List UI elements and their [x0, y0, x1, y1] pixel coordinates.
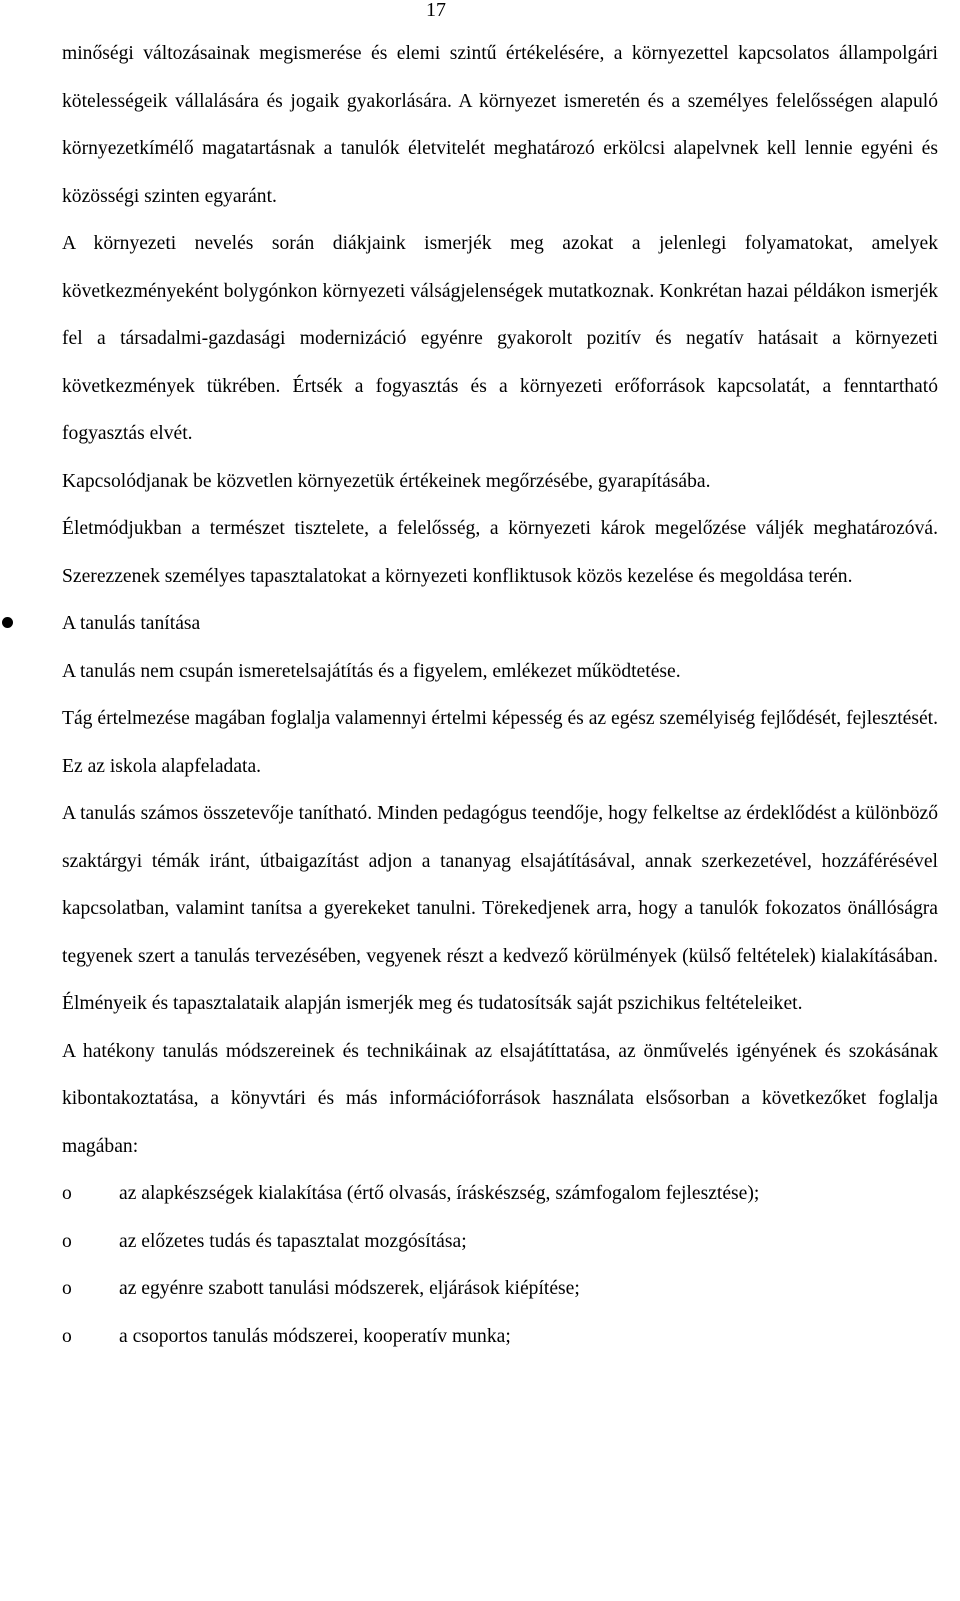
list-item: [62, 1218, 938, 1266]
list-item-text: az alapkészségek kialakítása (értő olvasás, íráskészség, számfogalom fejlesztése);: [119, 1183, 760, 1204]
list-marker-icon: o: [62, 1278, 72, 1299]
list-marker-icon: o: [62, 1183, 72, 1204]
paragraph-environment-intro: minőségi változásainak megismerése és elemi szintű értékelésére, a környezettel kapcsolatos állampolgári kötelességeik vállalására és jogaik gyakorlására. A környezet ismeretén és a személyes felelősségen alapuló környezetkímélő magatartásnak a tanulók életvitelét meghatározó erkölcsi alapelvnek kell lennie egyéni és közösségi szinten egyaránt.: [62, 43, 938, 207]
section-heading-learning: [62, 600, 938, 648]
list-marker-icon: o: [62, 1325, 72, 1347]
list-marker-icon: o: [62, 1230, 72, 1252]
list-item: [62, 1265, 938, 1313]
document-body: [62, 30, 938, 1360]
paragraph-learning-definition: A tanulás nem csupán ismeretelsajátítás és a figyelem, emlékezet működtetése.: [62, 660, 681, 682]
bullet-dot-icon: [2, 617, 13, 628]
section-heading-text: A tanulás tanítása: [62, 613, 201, 634]
learning-methods-list: [62, 1170, 938, 1360]
paragraph-local-values: Kapcsolódjanak be közvetlen környezetük értékeinek megőrzésébe, gyarapításába.: [62, 470, 711, 492]
list-item-text: az előzetes tudás és tapasztalat mozgósítása;: [119, 1230, 467, 1252]
list-item: [62, 1313, 938, 1361]
paragraph-environment-education: A környezeti nevelés során diákjaink ismerjék meg azokat a jelenlegi folyamatokat, amelyek következményeként bolygónkon környezeti válságjelenségek mutatkoznak. Konkrétan hazai példákon ismerjék fel a társadalmi-gazdasági modernizáció egyénre gyakorolt pozitív és negatív hatásait a környezeti következmények tükrében. Értsék a fogyasztás és a környezeti erőforrások kapcsolatát, a fenntartható fogyasztás elvét.: [62, 233, 938, 444]
paragraph-effective-learning: A hatékony tanulás módszereinek és technikáinak az elsajátíttatása, az önművelés igényének és szokásának kibontakoztatása, a könyvtári és más információforrások használata elsősorban a következőket foglalja magában:: [62, 1040, 938, 1157]
list-item-text: az egyénre szabott tanulási módszerek, eljárások kiépítése;: [119, 1278, 580, 1299]
list-item: [62, 1170, 938, 1218]
paragraph-learning-scope: Tág értelmezése magában foglalja valamennyi értelmi képesség és az egész személyiség fejlődését, fejlesztését. Ez az iskola alapfeladata.: [62, 708, 938, 777]
paragraph-lifestyle: Életmódjukban a természet tisztelete, a felelősség, a környezeti károk megelőzése váljék meghatározóvá. Szerezzenek személyes tapasztalatokat a környezeti konfliktusok közös kezelése és megoldása terén.: [62, 518, 938, 587]
page-number: 17: [426, 0, 446, 21]
list-item-text: a csoportos tanulás módszerei, kooperatív munka;: [119, 1325, 511, 1347]
paragraph-learning-teachable: A tanulás számos összetevője tanítható. Minden pedagógus teendője, hogy felkeltse az érdeklődést a különböző szaktárgyi témák iránt, útbaigazítást adjon a tananyag elsajátításával, annak szerkezetével, hozzáférésével kapcsolatban, valamint tanítsa a gyerekeket tanulni. Törekedjenek arra, hogy a tanulók fokozatos önállóságra tegyenek szert a tanulás tervezésében, vegyenek részt a kedvező körülmények (külső feltételek) kialakításában. Élményeik és tapasztalataik alapján ismerjék meg és tudatosítsák saját pszichikus feltételeiket.: [62, 803, 938, 1014]
